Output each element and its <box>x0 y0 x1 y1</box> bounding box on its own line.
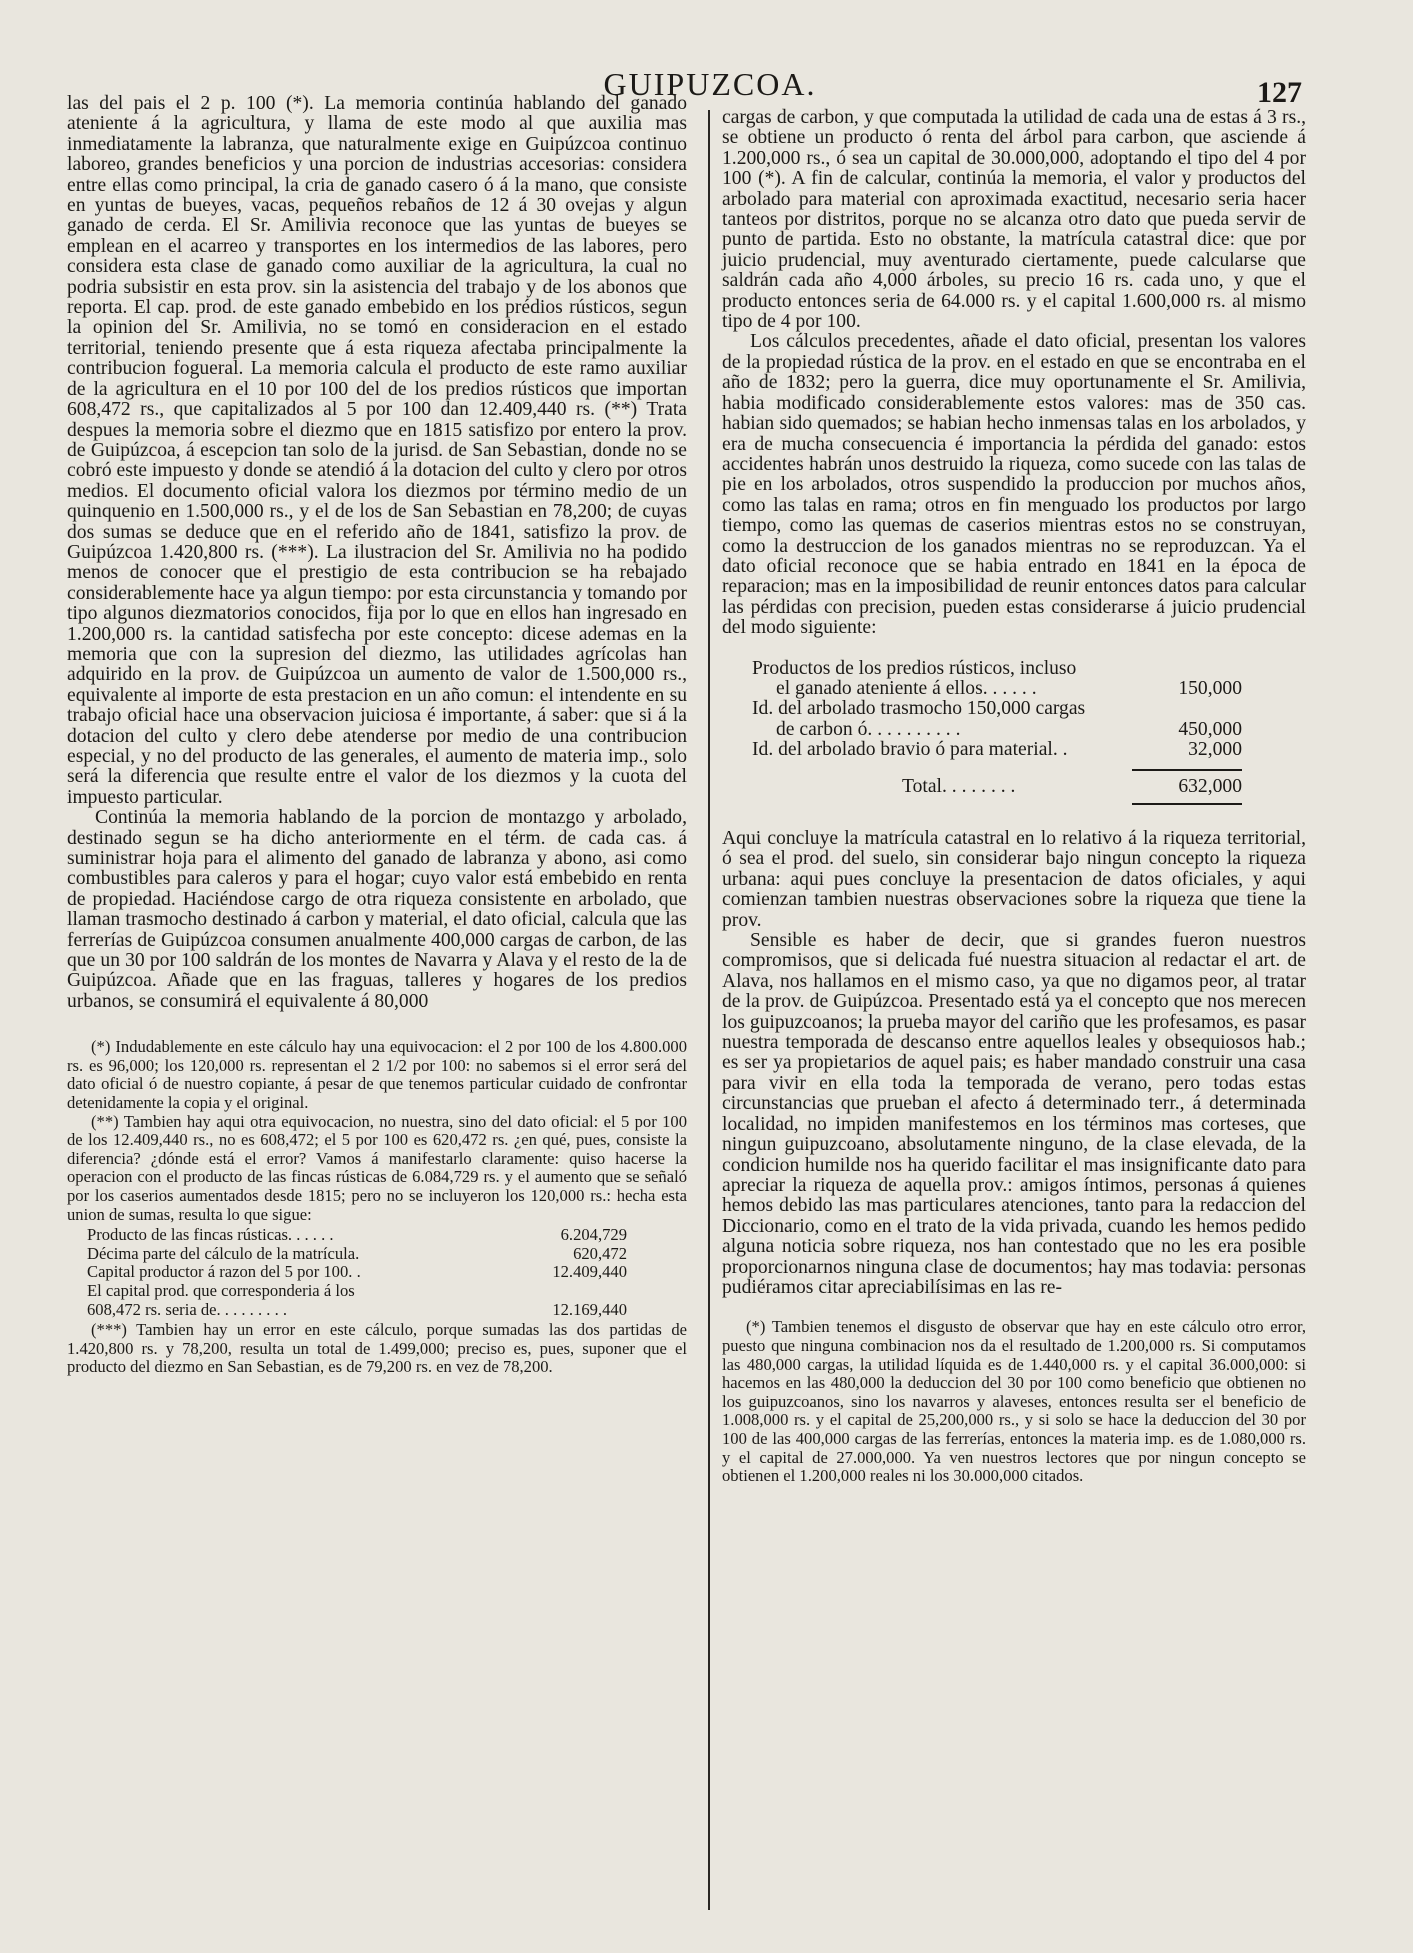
left-footnotes <box>67 1038 687 1377</box>
right-paragraph: cargas de carbon, y que computada la utilidad de cada una de estas á 3 rs., se obtiene un producto ó renta del árbol para carbon, que asciende á 1.200,000 rs., ó sea un capital de 30.000,000, adoptando el tipo del 4 por 100 (*). A fin de calcular, continúa la memoria, el valor y productos del arbolado para material con aproximada exactitud, necesario seria hacer tanteos por distritos, porque no se alcanza otro dato que pueda servir de punto de partida. Esto no obstante, la matrícula catastral dice: que por juicio prudencial, muy aventurado ciertamente, puede calcularse que saldrán cada año 4,000 árboles, su precio 16 rs. cada uno, y que el producto entonces seria de 64.000 rs. y el capital 1.600,000 rs. al mismo tipo de 4 por 100. <box>722 107 1306 333</box>
calc-row <box>87 1226 627 1245</box>
calc-label: Capital productor á razon del 5 por 100. . <box>87 1262 361 1282</box>
calc-row <box>87 1263 627 1282</box>
column-divider <box>708 110 710 1910</box>
calc-label: El capital prod. que corresponderia á los <box>87 1281 355 1300</box>
calc-row <box>87 1245 627 1264</box>
summary-rule <box>1132 803 1242 805</box>
summary-row-line <box>752 679 1242 699</box>
calc-row <box>87 1301 627 1320</box>
right-paragraph: Sensible es haber de decir, que si grandes fueron nuestros compromisos, que si delicada fué nuestra situacion al redactar el art. de Alava, nos hallamos en el mismo caso, ya que no digamos peor, al tratar de la prov. de Guipúzcoa. Presentado está ya el concepto que nos merecen los guipuzcoanos; la prueba mayor del cariño que les profesamos, es pasar nuestra temporada de descanso entre aquellos leales y obsequiosos hab.; es ser ya propietarios de aquel pais; es haber mandado construir una casa para vivir en ella toda la temporada de verano, pero todas estas circunstancias que prueban el afecto á determinado terr., á determinada localidad, no impiden manifestemos en los términos mas corteses, que ningun guipuzcoano, absolutamente ninguno, de la clase elevada, de la condicion humilde nos ha querido facilitar el mas insignificante dato para apreciar la riqueza de aquella prov.: amigos íntimos, personas á quienes hemos debido las mas particulares atenciones, tanto para la redaccion del Diccionario, como en el trato de la vida privada, cuando les hemos pedido alguna noticia sobre riqueza, nos han contestado que no les era posible proporcionarnos ninguna clase de documentos; hay mas todavia: personas pudiéramos citar apreciabilísimas en las re- <box>722 930 1306 1298</box>
calc-value: 620,472 <box>573 1243 627 1263</box>
summary-rule <box>1132 769 1242 771</box>
calc-value: 12.409,440 <box>552 1262 627 1282</box>
right-footnotes <box>722 1318 1306 1485</box>
summary-label: Id. del arbolado trasmocho 150,000 cargas <box>752 698 1086 720</box>
summary-total-value: 632,000 <box>1178 775 1242 797</box>
summary-label: Productos de los predios rústicos, incluso <box>752 657 1077 679</box>
left-column <box>67 94 687 1377</box>
right-body <box>722 108 1306 639</box>
calc-label: 608,472 rs. seria de. . . . . . . . . <box>87 1299 288 1319</box>
summary-row <box>752 699 1242 740</box>
calc-value: 12.169,440 <box>552 1299 627 1319</box>
calc-label: Producto de las fincas rústicas. . . . . . <box>87 1225 334 1245</box>
footnote: (*) Indudablemente en este cálculo hay una equivocacion: el 2 por 100 de los 4.800.000 rs. es 96,000; los 120,000 rs. representan el 2 1/2 por 100: no sabemos si el error será del dato oficial ó de nuestro copiante, á pesar de que tenemos particular cuidado de confrontar detenidamente la copia y el original. <box>67 1037 687 1113</box>
summary-row <box>752 659 1242 700</box>
footnote: (***) Tambien hay un error en este cálculo, porque sumadas las dos partidas de 1.420,800 rs. y 78,200, resulta un total de 1.499,000; preciso es, pues, suponer que el producto del diezmo en San Sebastian, es de 79,200 rs. en vez de 78,200. <box>67 1320 687 1377</box>
summary-value: 450,000 <box>1178 718 1242 740</box>
page-header-title: GUIPUZCOA. <box>603 66 817 102</box>
summary-label: el ganado ateniente á ellos. . . . . . <box>776 677 1037 699</box>
calc-label: Décima parte del cálculo de la matrícula. <box>87 1243 360 1263</box>
summary-label: Id. del arbolado bravio ó para material. . <box>752 739 1068 761</box>
left-body <box>67 94 687 1012</box>
summary-total-label: Total. . . . . . . . <box>902 775 1016 797</box>
footnote: (**) Tambien hay aqui otra equivocacion, no nuestra, sino del dato oficial: el 5 por 100 de los 12.409,440 rs., no es 608,472; el 5 por 100 es 620,472 rs. ¿en qué, pues, consiste la diferencia? ¿dónde está el error? Vamos á manifestarlo claramente: quiso hacerse la operacion con el producto de las fincas rústicas de 6.084,729 rs. y el aumento que se señaló por los caserios aumentados desde 1815; pero no se incluyeron los 120,000 rs.: hecha esta union de sumas, resulta lo que sigue: <box>67 1111 687 1224</box>
right-body-continued <box>722 829 1306 1298</box>
right-column <box>722 108 1306 1486</box>
summary-value: 32,000 <box>1188 739 1242 761</box>
summary-table <box>752 659 1242 805</box>
left-paragraph: las del pais el 2 p. 100 (*). La memoria continúa hablando del ganado ateniente á la agricultura, y llama de este modo al que auxilia mas inmediatamente la labranza, que naturalmente exige en Guipúzcoa continuo laboreo, grandes beneficios y una porcion de industrias accesorias: considera entre ellas como principal, la cria de ganado casero ó á la mano, que consiste en yuntas de bueyes, vacas, pequeños rebaños de 12 á 30 ovejas y algun ganado de cerda. El Sr. Amilivia reconoce que las yuntas de bueyes se emplean en el acarreo y transportes en los intermedios de las labores, pero considera esta clase de ganado como auxiliar de la agricultura, la cual no podria subsistir en esta prov. sin la asistencia del trabajo y de los abonos que reporta. El cap. prod. de este ganado embebido en los prédios rústicos, segun la opinion del Sr. Amilivia, no se tomó en consideracion en el estado territorial, teniendo presente que á esta riqueza afectaba principalmente la contribucion fogueral. La memoria calcula el producto de este ramo auxiliar de la agricultura en el 10 por 100 del de los predios rústicos que importan 608,472 rs., que capitalizados al 5 por 100 dan 12.409,440 rs. (**) Trata despues la memoria sobre el diezmo que en 1815 satisfizo por entero la prov. de Guipúzcoa, á escepcion tan solo de la jurisd. de San Sebastian, donde no se cobró este impuesto y donde se atendió á la dotacion del culto y clero por otros medios. El documento oficial valora los diezmos por término medio de un quinquenio en 1.500,000 rs., y el de los de San Sebastian en 78,200; de cuyas dos sumas se deduce que en el referido año de 1841, satisfizo la prov. de Guipúzcoa 1.420,800 rs. (***). La ilustracion del Sr. Amilivia no ha podido menos de conocer que el prestigio de esta contribucion se ha rebajado considerablemente hace ya algun tiempo: por esta circunstancia y tomando por tipo algunos diezmatorios conocidos, fija por lo que en ellos han ingresado en 1.200,000 rs. la cantidad satisfecha por este concepto: dicese ademas en la memoria que con la supresion del diezmo, las utilidades agrícolas han adquirido en la prov. de Guipúzcoa un aumento de valor de 1.500,000 rs., equivalente al importe de esta prestacion en un año comun: el intendente en su trabajo oficial hace una observacion juiciosa é importante, á saber: que si á la dotacion del culto y clero debe atenderse por medio de una contribucion especial, y no del producto de las generales, el aumento de materia imp., solo será la diferencia que resulte entre el valor de los diezmos y la cuota del impuesto particular. <box>67 93 687 808</box>
calc-row <box>87 1282 627 1301</box>
summary-label: de carbon ó. . . . . . . . . . <box>776 718 961 740</box>
page-number: 127 <box>1257 76 1302 109</box>
summary-total-row <box>752 777 1242 797</box>
right-paragraph: Aqui concluye la matrícula catastral en lo relativo á la riqueza territorial, ó sea el prod. del suelo, sin considerar bajo ningun concepto la riqueza urbana: aqui pues concluye la presentacion de datos oficiales, y aqui comienzan tambien nuestras observaciones sobre la riqueza que tiene la prov. <box>722 828 1306 931</box>
calc-value <box>507 1282 627 1301</box>
footnote: (*) Tambien tenemos el disgusto de observar que hay en este cálculo otro error, puesto que ninguna combinacion nos da el resultado de 1.200,000 rs. Si computamos las 480,000 cargas, la utilidad líquida es de 1.440,000 rs. y el capital 36.000,000: si hacemos en las 480,000 la deduccion del 30 por 100 como beneficio que obtienen no los guipuzcoanos, sino los navarros y alaveses, entonces resulta ser el beneficio de 1.008,000 rs. y el capital de 25,200,000 rs., y si solo se hace la deduccion del 30 por 100 de las 400,000 cargas de las ferrerías, entonces la materia imp. es de 1.080,000 rs. y el capital de 27.000,000. Ya ven nuestros lectores que por ningun concepto se obtienen el 1.200,000 reales ni los 30.000,000 citados. <box>722 1317 1306 1486</box>
right-paragraph: Los cálculos precedentes, añade el dato oficial, presentan los valores de la propiedad rústica de la prov. en el estado en que se encontraba en el año de 1832; pero la guerra, dice muy oportunamente el Sr. Amilivia, habia modificado considerablemente estos valores: mas de 350 cas. habian sido quemados; se habian hecho inmensas talas en los arbolados, y era de mucha consecuencia é importancia la pérdida del ganado: estos accidentes habrán unos destruido la riqueza, como sucede con las talas de pie en los arbolados, otros suspendido la produccion por muchos años, como las talas en rama; otros en fin menguado los productos por largo tiempo, como las quemas de caserios mientras estos no se construyan, como la destruccion de los ganados mientras no se reproduzcan. Ya el dato oficial reconoce que se habia entrado en 1841 en la época de reparacion; mas en la imposibilidad de reunir entonces datos para calcular las pérdidas con precision, pueden estas considerarse á juicio prudencial del modo siguiente: <box>722 331 1306 639</box>
summary-row <box>752 740 1242 760</box>
calc-table <box>87 1226 627 1319</box>
calc-value: 6.204,729 <box>560 1225 627 1245</box>
left-paragraph: Continúa la memoria hablando de la porcion de montazgo y arbolado, destinado segun se ha dicho anteriormente en el térm. de cada cas. á suministrar hoja para el alimento del ganado de labranza y abono, asi como combustibles para caleros y para el hogar; cuyo valor está embebido en renta de propiedad. Haciéndose cargo de otra riqueza consistente en arbolado, que llaman trasmocho destinado á carbon y material, el dato oficial, calcula que las ferrerías de Guipúzcoa consumen anualmente 400,000 cargas de carbon, de las que un 30 por 100 saldrán de los montes de Navarra y Alava y el resto de la de Guipúzcoa. Añade que en las fraguas, talleres y hogares de los predios urbanos, se consumirá el equivalente á 80,000 <box>67 807 687 1012</box>
summary-row-line <box>752 720 1242 740</box>
summary-value: 150,000 <box>1178 677 1242 699</box>
